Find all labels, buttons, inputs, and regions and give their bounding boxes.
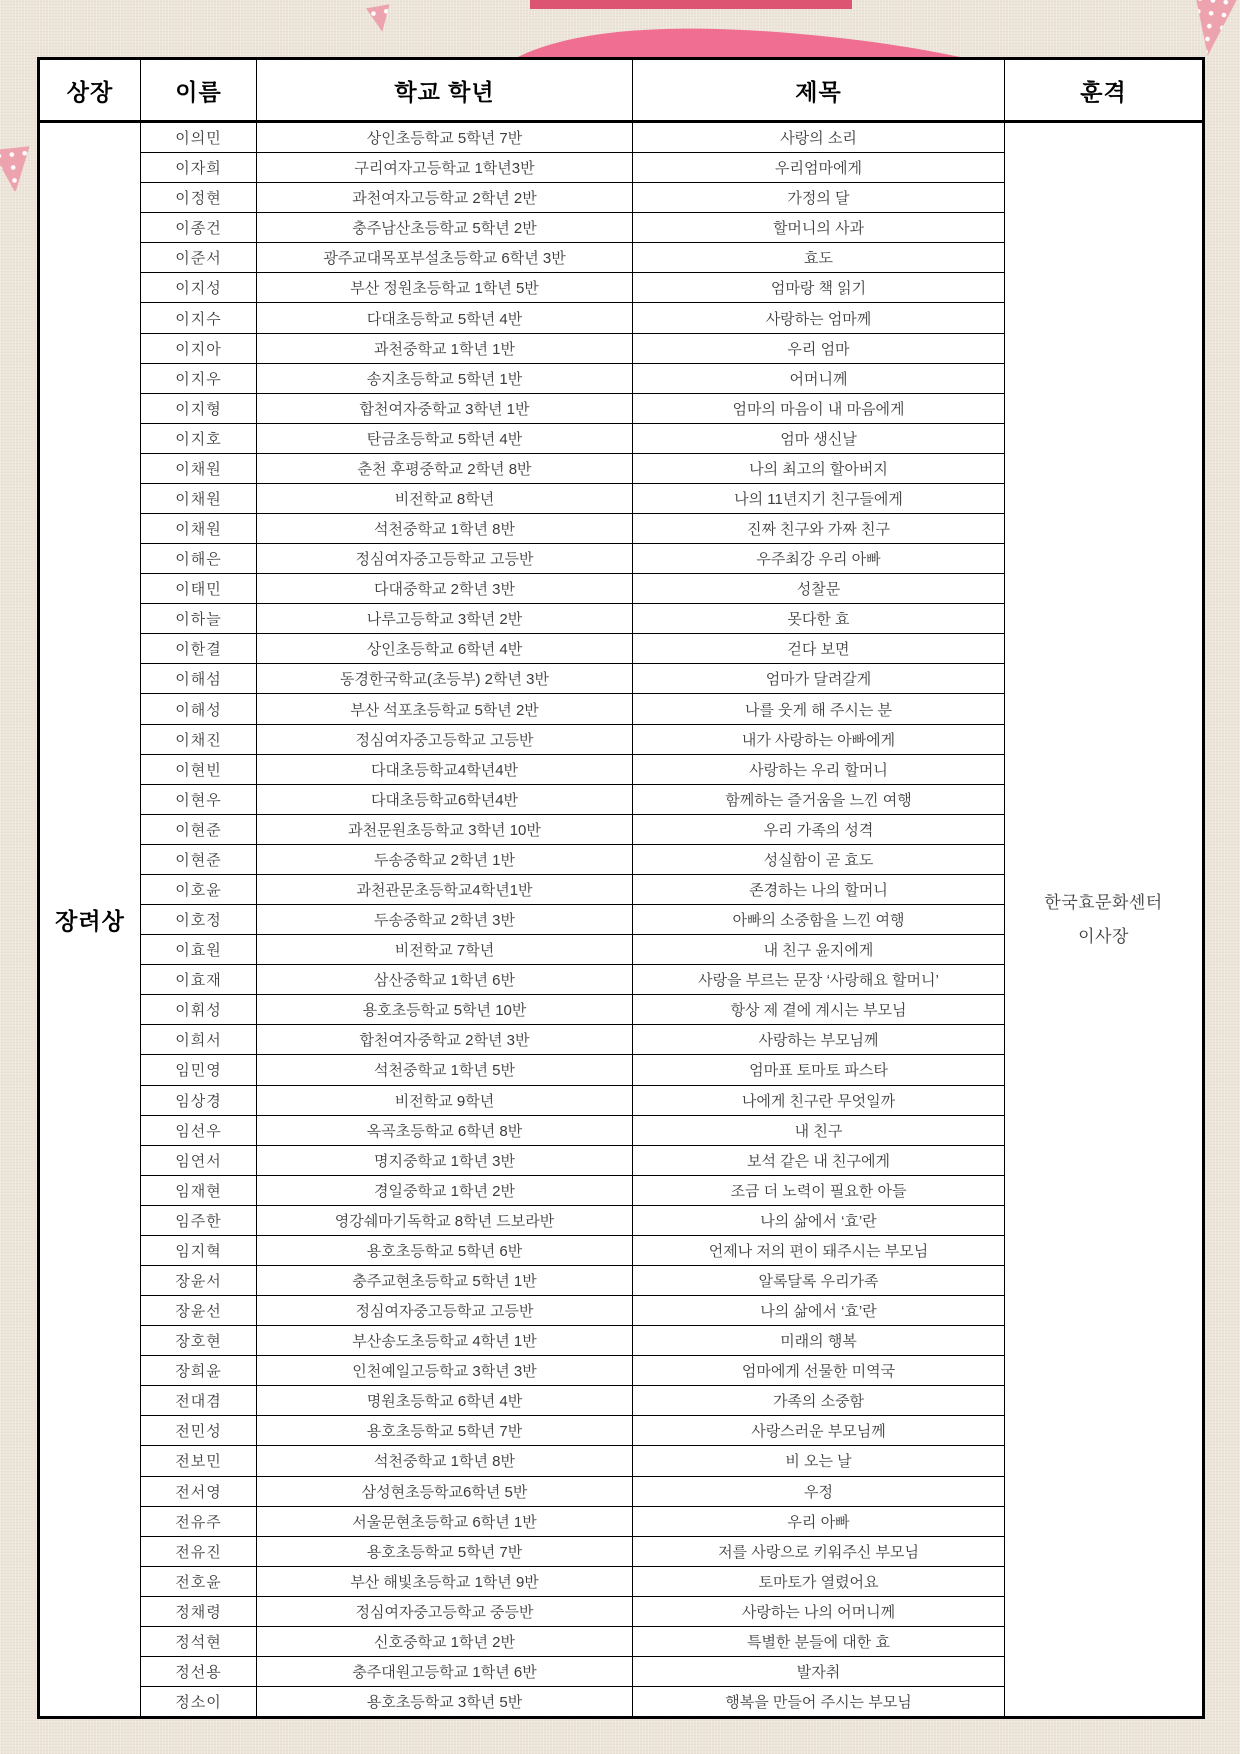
title-cell: 나의 삶에서 ‘효’란	[633, 1296, 1005, 1325]
school-cell: 동경한국학교(초등부) 2학년 3반	[257, 664, 633, 693]
school-cell: 부산 해빛초등학교 1학년 9반	[257, 1567, 633, 1596]
school-cell: 신호중학교 1학년 2반	[257, 1627, 633, 1656]
title-cell: 나의 삶에서 ‘효’란	[633, 1206, 1005, 1235]
title-cell: 조금 더 노력이 필요한 아들	[633, 1176, 1005, 1205]
title-cell: 우리엄마에게	[633, 153, 1005, 182]
table-row	[141, 183, 1005, 213]
table-row	[141, 1386, 1005, 1416]
name-cell: 장희윤	[141, 1356, 257, 1385]
school-cell: 용호초등학교 5학년 6반	[257, 1236, 633, 1265]
title-cell: 사랑하는 우리 할머니	[633, 755, 1005, 784]
table-row	[141, 454, 1005, 484]
name-cell: 이현준	[141, 815, 257, 844]
table-row	[141, 1296, 1005, 1326]
table-row	[141, 1627, 1005, 1657]
title-cell: 보석 같은 내 친구에게	[633, 1146, 1005, 1175]
title-cell: 특별한 분들에 대한 효	[633, 1627, 1005, 1656]
school-cell: 정심여자중고등학교 고등반	[257, 544, 633, 573]
school-cell: 영강쉐마기독학교 8학년 드보라반	[257, 1206, 633, 1235]
table-row	[141, 1206, 1005, 1236]
school-cell: 합천여자중학교 2학년 3반	[257, 1025, 633, 1054]
school-cell: 경일중학교 1학년 2반	[257, 1176, 633, 1205]
school-cell: 서울문현초등학교 6학년 1반	[257, 1507, 633, 1536]
school-cell: 석천중학교 1학년 8반	[257, 514, 633, 543]
table-row	[141, 634, 1005, 664]
table-row	[141, 1356, 1005, 1386]
school-cell: 정심여자중고등학교 고등반	[257, 725, 633, 754]
title-cell: 엄마랑 책 읽기	[633, 273, 1005, 302]
award-cell: 장려상	[40, 123, 141, 1716]
table-row	[141, 604, 1005, 634]
table-row	[141, 544, 1005, 574]
bunting-flag-icon	[366, 4, 394, 34]
title-cell: 토마토가 열렸어요	[633, 1567, 1005, 1596]
table-row	[141, 755, 1005, 785]
school-cell: 옥곡초등학교 6학년 8반	[257, 1116, 633, 1145]
school-cell: 삼성현초등학교6학년 5반	[257, 1477, 633, 1506]
title-cell: 나를 웃게 해 주시는 분	[633, 694, 1005, 723]
school-cell: 부산 석포초등학교 5학년 2반	[257, 694, 633, 723]
school-cell: 충주남산초등학교 5학년 2반	[257, 213, 633, 242]
table-row	[141, 995, 1005, 1025]
table-body	[40, 123, 1202, 1716]
title-cell: 항상 제 곁에 계시는 부모님	[633, 995, 1005, 1024]
table-row	[141, 424, 1005, 454]
name-cell: 이준서	[141, 243, 257, 272]
name-cell: 전보민	[141, 1446, 257, 1475]
name-cell: 이현준	[141, 845, 257, 874]
school-cell: 삼산중학교 1학년 6반	[257, 965, 633, 994]
rows-column	[141, 123, 1005, 1716]
table-row	[141, 815, 1005, 845]
name-cell: 임지혁	[141, 1236, 257, 1265]
name-cell: 이지수	[141, 303, 257, 332]
school-cell: 두송중학교 2학년 3반	[257, 905, 633, 934]
table-row	[141, 1416, 1005, 1446]
school-cell: 상인초등학교 6학년 4반	[257, 634, 633, 663]
table-row	[141, 905, 1005, 935]
name-cell: 정석현	[141, 1627, 257, 1656]
school-cell: 다대초등학교 5학년 4반	[257, 303, 633, 332]
name-cell: 이자희	[141, 153, 257, 182]
table-row	[141, 1116, 1005, 1146]
school-cell: 구리여자고등학교 1학년3반	[257, 153, 633, 182]
name-cell: 장윤선	[141, 1296, 257, 1325]
school-cell: 용호초등학교 5학년 7반	[257, 1416, 633, 1445]
title-cell: 엄마의 마음이 내 마음에게	[633, 394, 1005, 423]
name-cell: 임재현	[141, 1176, 257, 1205]
school-cell: 다대초등학교6학년4반	[257, 785, 633, 814]
title-cell: 우리 엄마	[633, 334, 1005, 363]
title-cell: 할머니의 사과	[633, 213, 1005, 242]
table-row	[141, 1567, 1005, 1597]
title-cell: 못다한 효	[633, 604, 1005, 633]
title-cell: 미래의 행복	[633, 1326, 1005, 1355]
table-row	[141, 1687, 1005, 1716]
title-cell: 우리 가족의 성격	[633, 815, 1005, 844]
table-row	[141, 574, 1005, 604]
table-row	[141, 1446, 1005, 1476]
title-cell: 사랑하는 나의 어머니께	[633, 1597, 1005, 1626]
school-cell: 인천예일고등학교 3학년 3반	[257, 1356, 633, 1385]
table-row	[141, 875, 1005, 905]
title-cell: 사랑스러운 부모님께	[633, 1416, 1005, 1445]
name-cell: 이의민	[141, 123, 257, 152]
school-cell: 명지중학교 1학년 3반	[257, 1146, 633, 1175]
top-banner-strip	[530, 0, 852, 9]
title-cell: 알록달록 우리가족	[633, 1266, 1005, 1295]
school-cell: 비전학교 7학년	[257, 935, 633, 964]
table-row	[141, 725, 1005, 755]
table-row	[141, 935, 1005, 965]
table-row	[141, 243, 1005, 273]
name-cell: 이하늘	[141, 604, 257, 633]
honor-cell	[1005, 123, 1202, 1716]
table-header-row	[40, 60, 1202, 123]
school-cell: 부산 정원초등학교 1학년 5반	[257, 273, 633, 302]
title-cell: 우정	[633, 1477, 1005, 1506]
school-cell: 비전학교 8학년	[257, 484, 633, 513]
title-cell: 우리 아빠	[633, 1507, 1005, 1536]
title-cell: 행복을 만들어 주시는 부모님	[633, 1687, 1005, 1716]
school-cell: 과천중학교 1학년 1반	[257, 334, 633, 363]
title-cell: 사랑하는 엄마께	[633, 303, 1005, 332]
table-row	[141, 1477, 1005, 1507]
school-cell: 용호초등학교 3학년 5반	[257, 1687, 633, 1716]
name-cell: 이채원	[141, 514, 257, 543]
name-cell: 이휘성	[141, 995, 257, 1024]
table-row	[141, 1597, 1005, 1627]
name-cell: 이한결	[141, 634, 257, 663]
name-cell: 전민성	[141, 1416, 257, 1445]
title-cell: 어머니께	[633, 364, 1005, 393]
header-title: 제목	[633, 60, 1005, 120]
header-award: 상장	[40, 60, 141, 120]
header-school: 학교 학년	[257, 60, 633, 120]
name-cell: 이효원	[141, 935, 257, 964]
title-cell: 내 친구 윤지에게	[633, 935, 1005, 964]
title-cell: 나의 11년지기 친구들에게	[633, 484, 1005, 513]
title-cell: 아빠의 소중함을 느낀 여행	[633, 905, 1005, 934]
title-cell: 성실함이 곧 효도	[633, 845, 1005, 874]
title-cell: 사랑의 소리	[633, 123, 1005, 152]
name-cell: 이채원	[141, 454, 257, 483]
school-cell: 송지초등학교 5학년 1반	[257, 364, 633, 393]
school-cell: 과천문원초등학교 3학년 10반	[257, 815, 633, 844]
title-cell: 엄마에게 선물한 미역국	[633, 1356, 1005, 1385]
name-cell: 전유주	[141, 1507, 257, 1536]
bunting-flag-icon	[1186, 0, 1238, 59]
title-cell: 발자취	[633, 1657, 1005, 1686]
name-cell: 전대겸	[141, 1386, 257, 1415]
school-cell: 과천여자고등학교 2학년 2반	[257, 183, 633, 212]
name-cell: 임선우	[141, 1116, 257, 1145]
name-cell: 정소이	[141, 1687, 257, 1716]
name-cell: 이해성	[141, 694, 257, 723]
title-cell: 엄마 생신날	[633, 424, 1005, 453]
school-cell: 다대초등학교4학년4반	[257, 755, 633, 784]
name-cell: 이해은	[141, 544, 257, 573]
table-row	[141, 965, 1005, 995]
table-row	[141, 1266, 1005, 1296]
name-cell: 이태민	[141, 574, 257, 603]
title-cell: 우주최강 우리 아빠	[633, 544, 1005, 573]
school-cell: 비전학교 9학년	[257, 1086, 633, 1115]
name-cell: 이지우	[141, 364, 257, 393]
title-cell: 엄마표 토마토 파스타	[633, 1055, 1005, 1084]
name-cell: 전호윤	[141, 1567, 257, 1596]
table-row	[141, 484, 1005, 514]
school-cell: 과천관문초등학교4학년1반	[257, 875, 633, 904]
name-cell: 이채진	[141, 725, 257, 754]
name-cell: 이현빈	[141, 755, 257, 784]
title-cell: 함께하는 즐거움을 느낀 여행	[633, 785, 1005, 814]
school-cell: 상인초등학교 5학년 7반	[257, 123, 633, 152]
table-row	[141, 1055, 1005, 1085]
name-cell: 이정현	[141, 183, 257, 212]
name-cell: 이지형	[141, 394, 257, 423]
school-cell: 다대중학교 2학년 3반	[257, 574, 633, 603]
name-cell: 전서영	[141, 1477, 257, 1506]
school-cell: 나루고등학교 3학년 2반	[257, 604, 633, 633]
school-cell: 석천중학교 1학년 5반	[257, 1055, 633, 1084]
name-cell: 이지아	[141, 334, 257, 363]
title-cell: 나의 최고의 할아버지	[633, 454, 1005, 483]
school-cell: 부산송도초등학교 4학년 1반	[257, 1326, 633, 1355]
school-cell: 용호초등학교 5학년 10반	[257, 995, 633, 1024]
table-row	[141, 153, 1005, 183]
school-cell: 정심여자중고등학교 중등반	[257, 1597, 633, 1626]
name-cell: 전유진	[141, 1537, 257, 1566]
school-cell: 석천중학교 1학년 8반	[257, 1446, 633, 1475]
school-cell: 명원초등학교 6학년 4반	[257, 1386, 633, 1415]
table-row	[141, 1507, 1005, 1537]
title-cell: 엄마가 달려갈게	[633, 664, 1005, 693]
name-cell: 이해섬	[141, 664, 257, 693]
table-row	[141, 1326, 1005, 1356]
school-cell: 합천여자중학교 3학년 1반	[257, 394, 633, 423]
name-cell: 이현우	[141, 785, 257, 814]
title-cell: 언제나 저의 편이 돼주시는 부모님	[633, 1236, 1005, 1265]
title-cell: 효도	[633, 243, 1005, 272]
table-row	[141, 213, 1005, 243]
name-cell: 이호정	[141, 905, 257, 934]
name-cell: 임주한	[141, 1206, 257, 1235]
school-cell: 탄금초등학교 5학년 4반	[257, 424, 633, 453]
table-row	[141, 1025, 1005, 1055]
title-cell: 가족의 소중함	[633, 1386, 1005, 1415]
school-cell: 충주교현초등학교 5학년 1반	[257, 1266, 633, 1295]
school-cell: 춘천 후평중학교 2학년 8반	[257, 454, 633, 483]
table-row	[141, 303, 1005, 333]
name-cell: 이종건	[141, 213, 257, 242]
school-cell: 두송중학교 2학년 1반	[257, 845, 633, 874]
school-cell: 광주교대목포부설초등학교 6학년 3반	[257, 243, 633, 272]
name-cell: 정선용	[141, 1657, 257, 1686]
name-cell: 이지호	[141, 424, 257, 453]
name-cell: 장호현	[141, 1326, 257, 1355]
table-row	[141, 123, 1005, 153]
school-cell: 용호초등학교 5학년 7반	[257, 1537, 633, 1566]
table-row	[141, 394, 1005, 424]
bunting-flag-icon	[0, 146, 34, 195]
title-cell: 진짜 친구와 가짜 친구	[633, 514, 1005, 543]
table-row	[141, 334, 1005, 364]
honor-line: 이사장	[1078, 926, 1129, 946]
name-cell: 이채원	[141, 484, 257, 513]
school-cell: 정심여자중고등학교 고등반	[257, 1296, 633, 1325]
title-cell: 가정의 달	[633, 183, 1005, 212]
table-row	[141, 273, 1005, 303]
title-cell: 사랑하는 부모님께	[633, 1025, 1005, 1054]
name-cell: 임민영	[141, 1055, 257, 1084]
table-row	[141, 1657, 1005, 1687]
table-row	[141, 1537, 1005, 1567]
table-row	[141, 664, 1005, 694]
award-table	[37, 57, 1205, 1719]
header-name: 이름	[141, 60, 257, 120]
name-cell: 이효재	[141, 965, 257, 994]
name-cell: 정채령	[141, 1597, 257, 1626]
name-cell: 이희서	[141, 1025, 257, 1054]
title-cell: 사랑을 부르는 문장 ‘사랑해요 할머니’	[633, 965, 1005, 994]
title-cell: 걷다 보면	[633, 634, 1005, 663]
title-cell: 비 오는 날	[633, 1446, 1005, 1475]
title-cell: 내가 사랑하는 아빠에게	[633, 725, 1005, 754]
title-cell: 나에게 친구란 무엇일까	[633, 1086, 1005, 1115]
header-honor: 훈격	[1080, 78, 1127, 105]
title-cell: 성찰문	[633, 574, 1005, 603]
title-cell: 내 친구	[633, 1116, 1005, 1145]
name-cell: 임연서	[141, 1146, 257, 1175]
title-cell: 저를 사랑으로 키워주신 부모님	[633, 1537, 1005, 1566]
table-row	[141, 364, 1005, 394]
title-cell: 존경하는 나의 할머니	[633, 875, 1005, 904]
table-row	[141, 1236, 1005, 1266]
table-row	[141, 1146, 1005, 1176]
table-row	[141, 514, 1005, 544]
table-row	[141, 1176, 1005, 1206]
name-cell: 이호윤	[141, 875, 257, 904]
table-row	[141, 1086, 1005, 1116]
name-cell: 이지성	[141, 273, 257, 302]
name-cell: 장윤서	[141, 1266, 257, 1295]
table-row	[141, 785, 1005, 815]
honor-line: 한국효문화센터	[1044, 892, 1163, 912]
table-row	[141, 845, 1005, 875]
school-cell: 충주대원고등학교 1학년 6반	[257, 1657, 633, 1686]
table-row	[141, 694, 1005, 724]
name-cell: 임상경	[141, 1086, 257, 1115]
